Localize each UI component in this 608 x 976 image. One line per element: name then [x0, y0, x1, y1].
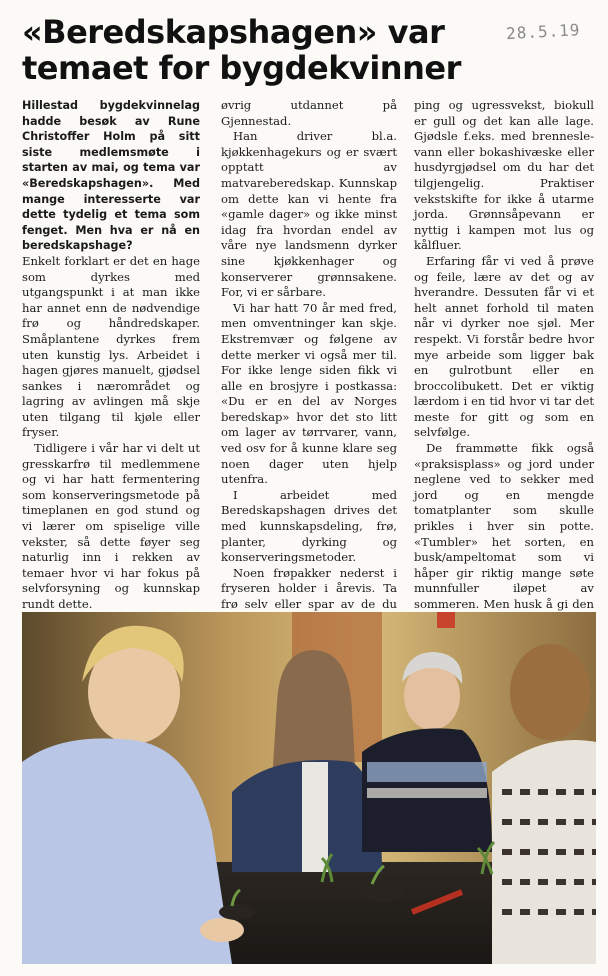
lead-paragraph: Hillestad bygdekvinnelag hadde besøk av Rune Christoffer Holm på sitt siste medlemsmøte i starten av mai, og tema var «Beredskapshagen». Med mange interesserte var dette tydelig et tema som fenget. Men hva er nå en beredskapshage? [22, 99, 200, 253]
body-paragraph: øvrig utdannet på Gjennestad. [221, 98, 397, 128]
article-photo [22, 612, 596, 964]
wall-sign [437, 612, 455, 628]
body-paragraph: Tidligere i vår har vi delt ut gresskarfrø til medlemmene og vi har hatt fermentering som konserveringsmetode på timeplanen en god stund og vi lærer om spiselige ville vekster, så dette føyer seg naturlig inn i rekken av temaer hvor vi har fokus på selvforsyning og kunnskap rundt dette. [22, 441, 200, 611]
body-paragraph: Erfaring får vi ved å prøve og feile, lære av det og av hverandre. Dessuten får vi et helt annet forhold til maten når vi dyrker noe sjøl. Mer respekt. Vi forstår bedre hvor mye arbeide som ligger bak en gulrotbunt eller en broccolibukett. Det er viktig lærdom i en tid hvor vi tar det meste for gitt og som en selvfølge. [414, 253, 594, 440]
body-paragraph: De frammøtte fikk også «praksisplass» og jord under neglene ved to sekker med jord og en mengde tomatplanter som skulle prikles i hver sin potte. «Tumbler» het sorten, en busk/ampeltomat som vi håper gir riktig mange søte munnfuller iløpet av sommeren. Men husk å gi den [414, 441, 594, 611]
body-paragraph: Vi har hatt 70 år med fred, men omventninger kan skje. Ekstremvær og følgene av dette merker vi også mer til. For ikke lenge siden fikk vi alle en brosjyre i postkassa: «Du er en del av Norges beredskap» hvor det sto litt om lager av tørrvarer, vann, ved osv for å kunne klare seg noen dager uten hjelp utenfra. [221, 300, 397, 487]
article-column-3 [414, 98, 594, 648]
date-stamp: 28.5.19 [505, 20, 581, 44]
body-paragraph: Noen frøpakker nederst i fryseren holder i årevis. Ta frø selv eller spar av de du [221, 565, 397, 611]
photo-illustration [22, 612, 596, 964]
body-paragraph: Enkelt forklart er det en hage som dyrkes med utgangspunkt i at man ikke har annet enn de nødvendige frø og håndredskaper. Småplantene dyrkes frem uten kunstig lys. Arbeidet i hagen gjøres manuelt, gjødsel sankes i nærområdet og lagring av avlingen må skje uten tilgang til kjøle eller fryser. [22, 253, 200, 440]
headline: «Beredskapshagen» var temaet for bygdekvinner [22, 13, 461, 87]
body-paragraph: I arbeidet med Beredskapshagen drives det med kunnskapsdeling, frø, planter, dyrking og konserveringsmetoder. [221, 487, 397, 565]
body-paragraph: Han driver bl.a. kjøkkenhagekurs og er svært opptatt av matvareberedskap. Kunnskap om dette kan vi hente fra «gamle dager» og ikke minst idag fra hvordan endel av våre nye landsmenn dyrker sine kjøkkenhager og konserverer grønnsakene. For, vi er sårbare. [221, 129, 397, 300]
body-paragraph: ping og ugressvekst, biokull er gull og det kan alle lage. Gjødsle f.eks. med brenneslevann eller bokashivæske eller husdyrgjødsel om du har det tilgjengelig. Praktiser vekstskifte for ikke å utarme jorda. Grønnsåpevann er nyttig i kampen mot lus og kålfluer. [414, 98, 594, 253]
